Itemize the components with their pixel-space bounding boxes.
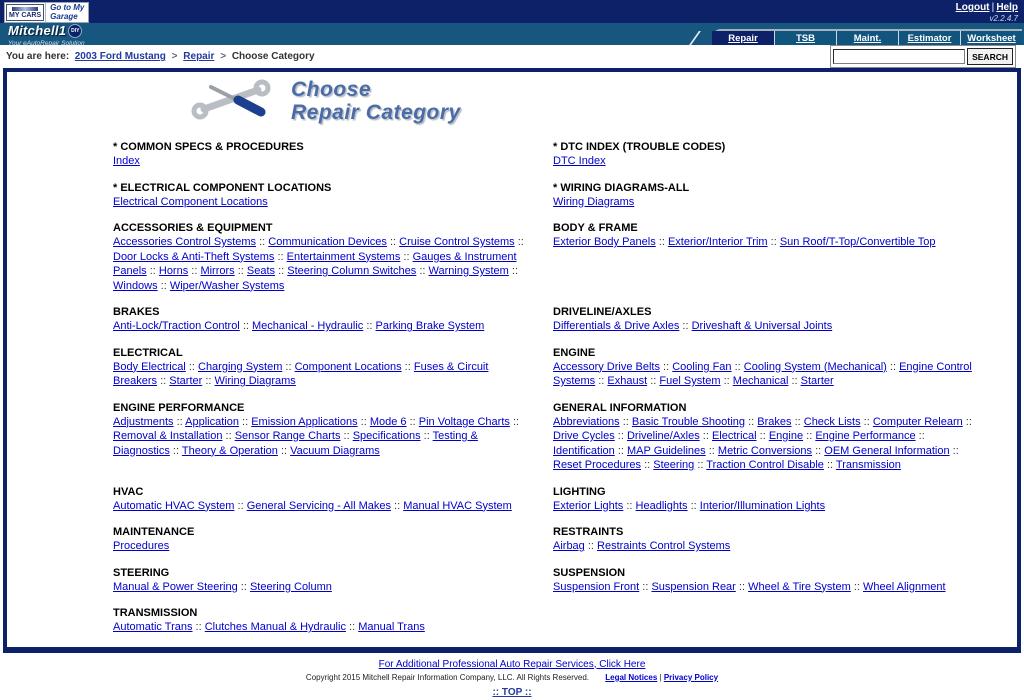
category-section xyxy=(553,606,1003,635)
category-heading: * COMMON SPECS & PROCEDURES xyxy=(113,141,304,153)
tab-repair[interactable]: Repair xyxy=(712,31,774,45)
brand-bar xyxy=(0,23,1024,45)
category-links xyxy=(113,539,535,554)
link-separator: :: xyxy=(340,430,353,442)
category-link[interactable]: Entertainment Systems xyxy=(286,250,401,263)
category-link[interactable]: Horns xyxy=(158,265,189,277)
link-separator: :: xyxy=(756,430,769,442)
top-bar xyxy=(0,0,1024,23)
link-separator: :: xyxy=(222,430,235,442)
category-link[interactable]: Basic Trouble Shooting xyxy=(631,415,746,428)
category-link[interactable]: Wiring Diagrams xyxy=(214,375,296,387)
page-footer xyxy=(0,653,1024,698)
category-link[interactable]: Check Lists xyxy=(803,415,861,428)
category-link[interactable]: Accessories Control Systems xyxy=(113,236,257,248)
link-separator: :: xyxy=(274,250,287,263)
category-section xyxy=(113,566,553,595)
category-link[interactable]: Accessory Drive Belts xyxy=(553,360,660,373)
link-separator: :: xyxy=(275,265,288,277)
category-section xyxy=(553,221,1003,293)
category-section xyxy=(553,525,1003,554)
link-separator: :: xyxy=(363,320,376,332)
category-section xyxy=(553,401,1003,473)
category-section xyxy=(553,566,1003,595)
category-link[interactable]: OEM General Information xyxy=(824,444,950,457)
mitchell1-logo xyxy=(0,23,85,45)
category-link[interactable]: Cooling System (Mechanical) xyxy=(743,360,887,373)
tab-tsb[interactable]: TSB xyxy=(774,31,836,45)
link-separator: :: xyxy=(687,499,700,512)
category-link[interactable]: Wheel Alignment xyxy=(863,580,946,593)
breadcrumb-current: Choose Category xyxy=(231,51,315,62)
license-plate-decoration xyxy=(12,7,38,11)
link-separator: :: xyxy=(146,265,159,277)
category-links xyxy=(553,539,985,554)
category-link[interactable]: Driveline/Axles xyxy=(626,430,700,442)
category-link[interactable]: Traction Control Disable xyxy=(706,459,824,471)
category-link[interactable]: Wiring Diagrams xyxy=(553,195,635,208)
link-separator: :: xyxy=(239,320,252,332)
category-link[interactable]: Wiper/Washer Systems xyxy=(169,279,285,292)
category-link[interactable]: Vacuum Diagrams xyxy=(290,444,380,457)
category-link[interactable]: Computer Relearn xyxy=(872,415,963,428)
category-heading: RESTRAINTS xyxy=(553,526,624,538)
link-separator: :: xyxy=(202,375,215,387)
category-link[interactable]: Manual HVAC System xyxy=(403,499,512,512)
page-title: Choose Repair Category xyxy=(291,78,461,124)
link-separator: :: xyxy=(237,580,250,593)
category-link[interactable]: Sun Roof/T-Top/Convertible Top xyxy=(779,236,936,248)
my-cars-plate-icon xyxy=(6,4,44,21)
page-title-block xyxy=(189,78,1017,124)
category-link[interactable]: General Servicing - All Makes xyxy=(246,499,391,512)
version-label: v2.2.4.7 xyxy=(989,14,1018,23)
category-heading: BODY & FRAME xyxy=(553,222,638,234)
breadcrumb-repair-link[interactable]: Repair xyxy=(183,51,215,62)
go-to-my-garage-button[interactable] xyxy=(4,2,89,23)
category-link[interactable]: Warning System xyxy=(428,265,509,277)
category-links xyxy=(553,319,985,334)
category-heading: SUSPENSION xyxy=(553,566,626,579)
link-divider: | xyxy=(991,2,995,13)
category-link[interactable]: Steering Column Switches xyxy=(287,265,417,277)
category-link[interactable]: Gauges & Instrument Panels xyxy=(113,250,517,277)
tab-strip-slant xyxy=(689,31,713,45)
category-section xyxy=(553,181,1003,210)
category-link[interactable]: Door Locks & Anti-Theft Systems xyxy=(113,250,275,263)
category-link[interactable]: DTC Index xyxy=(553,155,606,167)
category-link[interactable]: Fuses & Circuit Breakers xyxy=(113,360,489,387)
garage-button-label: Go to My Garage xyxy=(45,3,88,22)
link-separator: :: xyxy=(185,360,198,373)
category-link[interactable]: Clutches Manual & Hydraulic xyxy=(204,621,346,633)
category-section xyxy=(113,346,553,389)
link-separator: :: xyxy=(406,415,419,428)
footer-divider: | xyxy=(659,672,662,682)
category-section xyxy=(553,140,1003,169)
category-heading: GENERAL INFORMATION xyxy=(553,401,687,414)
category-link[interactable]: Brakes xyxy=(757,415,792,428)
category-link[interactable]: Starter xyxy=(169,375,203,387)
category-link[interactable]: Windows xyxy=(113,279,158,292)
link-separator: :: xyxy=(949,444,959,457)
category-link[interactable]: Sensor Range Charts xyxy=(234,430,341,442)
category-section xyxy=(113,606,553,635)
link-separator: :: xyxy=(915,430,925,442)
link-separator: :: xyxy=(420,430,433,442)
link-separator: :: xyxy=(234,499,247,512)
tab-maint[interactable]: Maint. xyxy=(836,31,898,45)
category-link[interactable]: Theory & Operation xyxy=(181,444,278,457)
category-heading: MAINTENANCE xyxy=(113,526,195,538)
category-link[interactable]: Pin Voltage Charts xyxy=(418,415,510,428)
help-link[interactable]: Help xyxy=(996,2,1018,13)
category-heading: STEERING xyxy=(113,566,170,579)
top-anchor-link[interactable]: :: TOP :: xyxy=(492,686,532,698)
category-links xyxy=(553,415,985,473)
category-links xyxy=(553,360,985,389)
category-link[interactable]: Electrical xyxy=(711,430,757,442)
crossed-tools-icon xyxy=(189,78,277,124)
copyright-text: Copyright 2015 Mitchell Repair Information Company, LLC. All Rights Reserved. xyxy=(305,672,590,682)
category-link[interactable]: Engine Performance xyxy=(815,430,916,442)
category-link[interactable]: Suspension Front xyxy=(553,580,640,593)
category-links xyxy=(113,620,535,635)
nav-tabs xyxy=(712,29,1022,45)
category-link[interactable]: Specifications xyxy=(352,430,421,442)
link-separator: :: xyxy=(614,430,627,442)
category-link[interactable]: Manual & Power Steering xyxy=(113,580,238,593)
category-link[interactable]: Testing & Diagnostics xyxy=(113,430,478,457)
category-section xyxy=(113,140,553,169)
category-link[interactable]: Engine Control Systems xyxy=(553,360,972,387)
tab-worksheet[interactable]: Worksheet xyxy=(960,31,1022,45)
category-link[interactable]: Suspension Rear xyxy=(651,580,736,593)
link-separator: :: xyxy=(647,375,660,387)
link-separator: :: xyxy=(791,415,804,428)
link-separator: :: xyxy=(720,375,733,387)
category-link[interactable]: Emission Applications xyxy=(251,415,358,428)
link-separator: :: xyxy=(767,236,780,248)
category-heading: * DTC INDEX (TROUBLE CODES) xyxy=(553,141,726,153)
category-link[interactable]: Mirrors xyxy=(200,265,235,277)
category-link[interactable]: Engine xyxy=(768,430,804,442)
link-separator: :: xyxy=(282,360,295,373)
category-links xyxy=(553,154,985,169)
link-separator: :: xyxy=(169,444,182,457)
category-link[interactable]: Fuel System xyxy=(659,375,721,387)
category-link[interactable]: Starter xyxy=(800,375,834,387)
link-separator: :: xyxy=(277,444,291,457)
category-heading: ENGINE PERFORMANCE xyxy=(113,401,245,414)
category-heading: DRIVELINE/AXLES xyxy=(553,306,652,318)
category-link[interactable]: Anti-Lock/Traction Control xyxy=(113,320,240,332)
category-links xyxy=(553,195,985,210)
category-section xyxy=(553,346,1003,389)
category-heading: ELECTRICAL xyxy=(113,346,183,359)
link-separator: :: xyxy=(188,265,201,277)
link-separator: :: xyxy=(705,444,718,457)
category-link[interactable]: Application xyxy=(185,415,239,428)
link-separator: :: xyxy=(238,415,252,428)
link-separator: :: xyxy=(619,415,632,428)
additional-services-link[interactable]: For Additional Professional Auto Repair Services, Click Here xyxy=(378,658,646,670)
my-cars-label: MY CARS xyxy=(9,11,42,19)
category-heading: ENGINE xyxy=(553,346,596,359)
category-link[interactable]: Charging System xyxy=(198,360,283,373)
category-heading: LIGHTING xyxy=(553,485,606,498)
link-separator: :: xyxy=(745,415,758,428)
top-right-links xyxy=(956,2,1018,23)
category-link[interactable]: Electrical Component Locations xyxy=(113,195,268,208)
link-separator: :: xyxy=(390,499,404,512)
category-links xyxy=(113,154,535,169)
category-link[interactable]: Cooling Fan xyxy=(672,360,732,373)
link-separator: :: xyxy=(803,430,816,442)
category-heading: ACCESSORIES & EQUIPMENT xyxy=(113,222,273,234)
breadcrumb-separator: > xyxy=(220,51,227,62)
category-heading: * WIRING DIAGRAMS-ALL xyxy=(553,181,690,194)
category-link[interactable]: Index xyxy=(113,155,140,167)
link-separator: :: xyxy=(788,375,801,387)
logout-link[interactable]: Logout xyxy=(955,2,990,13)
category-links xyxy=(113,499,535,514)
link-separator: :: xyxy=(679,320,692,332)
brand-name: Mitchell1 xyxy=(8,23,67,39)
link-separator: :: xyxy=(623,499,636,512)
link-separator: :: xyxy=(595,375,608,387)
category-link[interactable]: Headlights xyxy=(635,499,688,512)
category-link[interactable]: MAP Guidelines xyxy=(627,444,706,457)
link-separator: :: xyxy=(641,459,654,471)
category-link[interactable]: Component Locations xyxy=(294,360,402,373)
category-section xyxy=(113,305,553,334)
category-heading: HVAC xyxy=(113,485,144,498)
category-link[interactable]: Transmission xyxy=(835,459,901,471)
category-link[interactable]: Steering Column xyxy=(249,580,332,593)
link-separator: :: xyxy=(256,236,269,248)
link-separator: :: xyxy=(659,360,673,373)
category-link[interactable]: Mechanical - Hydraulic xyxy=(252,320,364,332)
link-separator: :: xyxy=(509,415,520,428)
categories-grid xyxy=(7,124,1017,647)
category-link[interactable]: Exterior Body Panels xyxy=(553,236,656,248)
category-link[interactable]: Cruise Control Systems xyxy=(399,236,515,248)
link-separator: :: xyxy=(735,580,749,593)
category-heading: TRANSMISSION xyxy=(113,607,198,619)
legal-notices-link[interactable]: Legal Notices xyxy=(605,672,658,682)
category-link[interactable]: Removal & Installation xyxy=(113,430,223,442)
search-input[interactable] xyxy=(833,49,965,64)
link-separator: :: xyxy=(401,360,414,373)
link-separator: :: xyxy=(400,250,413,263)
category-link[interactable]: Communication Devices xyxy=(268,236,387,248)
link-separator: :: xyxy=(514,236,524,248)
link-separator: :: xyxy=(731,360,744,373)
main-content-box xyxy=(3,68,1021,653)
breadcrumb-vehicle-link[interactable]: 2003 Ford Mustang xyxy=(74,51,166,62)
brand-tagline: Your eAutoRepair Solution xyxy=(8,40,85,47)
category-link[interactable]: Identification xyxy=(553,444,615,457)
category-link[interactable]: Drive Cycles xyxy=(553,430,615,442)
link-separator: :: xyxy=(157,375,170,387)
category-link[interactable]: Manual Trans xyxy=(358,621,425,633)
category-link[interactable]: Seats xyxy=(246,265,276,277)
category-link[interactable]: Reset Procedures xyxy=(553,459,642,471)
category-link[interactable]: Mechanical xyxy=(732,375,789,387)
category-section xyxy=(113,221,553,293)
category-link[interactable]: Exterior/Interior Trim xyxy=(667,236,768,248)
tab-estimator[interactable]: Estimator xyxy=(898,31,960,45)
link-separator: :: xyxy=(416,265,429,277)
category-link[interactable]: Differentials & Drive Axles xyxy=(553,320,680,332)
category-link[interactable]: Exhaust xyxy=(607,375,648,387)
category-links xyxy=(113,415,535,459)
category-links xyxy=(113,580,535,595)
breadcrumb-row xyxy=(0,45,1024,68)
link-separator: :: xyxy=(508,265,518,277)
nav-tab-strip xyxy=(694,23,1022,45)
category-section xyxy=(553,305,1003,334)
category-link[interactable]: Interior/Illumination Lights xyxy=(699,499,826,512)
link-separator: :: xyxy=(639,580,652,593)
link-separator: :: xyxy=(655,236,668,248)
category-link[interactable]: Driveshaft & Universal Joints xyxy=(691,320,833,332)
link-separator: :: xyxy=(234,265,247,277)
link-separator: :: xyxy=(860,415,873,428)
category-link[interactable]: Wheel & Tire System xyxy=(748,580,851,593)
link-separator: :: xyxy=(386,236,400,248)
link-separator: :: xyxy=(694,459,707,471)
link-separator: :: xyxy=(173,415,186,428)
category-section xyxy=(113,181,553,210)
diy-badge-icon: DIY xyxy=(68,24,82,38)
link-separator: :: xyxy=(614,444,627,457)
category-heading: BRAKES xyxy=(113,306,160,318)
search-box xyxy=(830,45,1016,68)
category-section xyxy=(113,401,553,473)
category-heading: * ELECTRICAL COMPONENT LOCATIONS xyxy=(113,181,332,194)
category-link[interactable]: Automatic HVAC System xyxy=(113,499,235,512)
breadcrumb-prefix: You are here: xyxy=(6,51,70,62)
category-link[interactable]: Mode 6 xyxy=(369,415,407,428)
category-link[interactable]: Steering xyxy=(653,459,695,471)
category-link[interactable]: Body Electrical xyxy=(113,360,186,373)
link-separator: :: xyxy=(886,360,900,373)
breadcrumb-separator: > xyxy=(171,51,178,62)
category-link[interactable]: Adjustments xyxy=(113,415,174,428)
category-links xyxy=(553,580,985,595)
category-section xyxy=(113,525,553,554)
category-link[interactable]: Parking Brake System xyxy=(375,320,485,332)
link-separator: :: xyxy=(357,415,370,428)
category-link[interactable]: Airbag xyxy=(553,540,585,552)
category-links xyxy=(113,319,535,334)
privacy-policy-link[interactable]: Privacy Policy xyxy=(663,672,719,682)
search-button[interactable]: SEARCH xyxy=(967,48,1013,65)
link-separator: :: xyxy=(345,621,359,633)
category-link[interactable]: Abbreviations xyxy=(553,415,620,428)
category-links xyxy=(113,360,535,389)
link-separator: :: xyxy=(157,279,170,292)
link-separator: :: xyxy=(850,580,864,593)
category-link[interactable]: Procedures xyxy=(113,540,170,552)
category-link[interactable]: Automatic Trans xyxy=(113,621,193,633)
category-links xyxy=(553,499,985,514)
category-link[interactable]: Restraints Control Systems xyxy=(597,540,731,552)
breadcrumb xyxy=(6,51,315,62)
category-section xyxy=(113,485,553,514)
link-separator: :: xyxy=(584,540,598,552)
link-separator: :: xyxy=(192,621,205,633)
category-links xyxy=(553,235,985,250)
link-separator: :: xyxy=(962,415,972,428)
category-link[interactable]: Exterior Lights xyxy=(553,499,624,512)
category-section xyxy=(553,485,1003,514)
link-separator: :: xyxy=(812,444,825,457)
category-link[interactable]: Metric Conversions xyxy=(717,444,813,457)
category-links xyxy=(113,195,535,210)
link-separator: :: xyxy=(823,459,836,471)
category-links xyxy=(113,235,535,293)
link-separator: :: xyxy=(699,430,712,442)
